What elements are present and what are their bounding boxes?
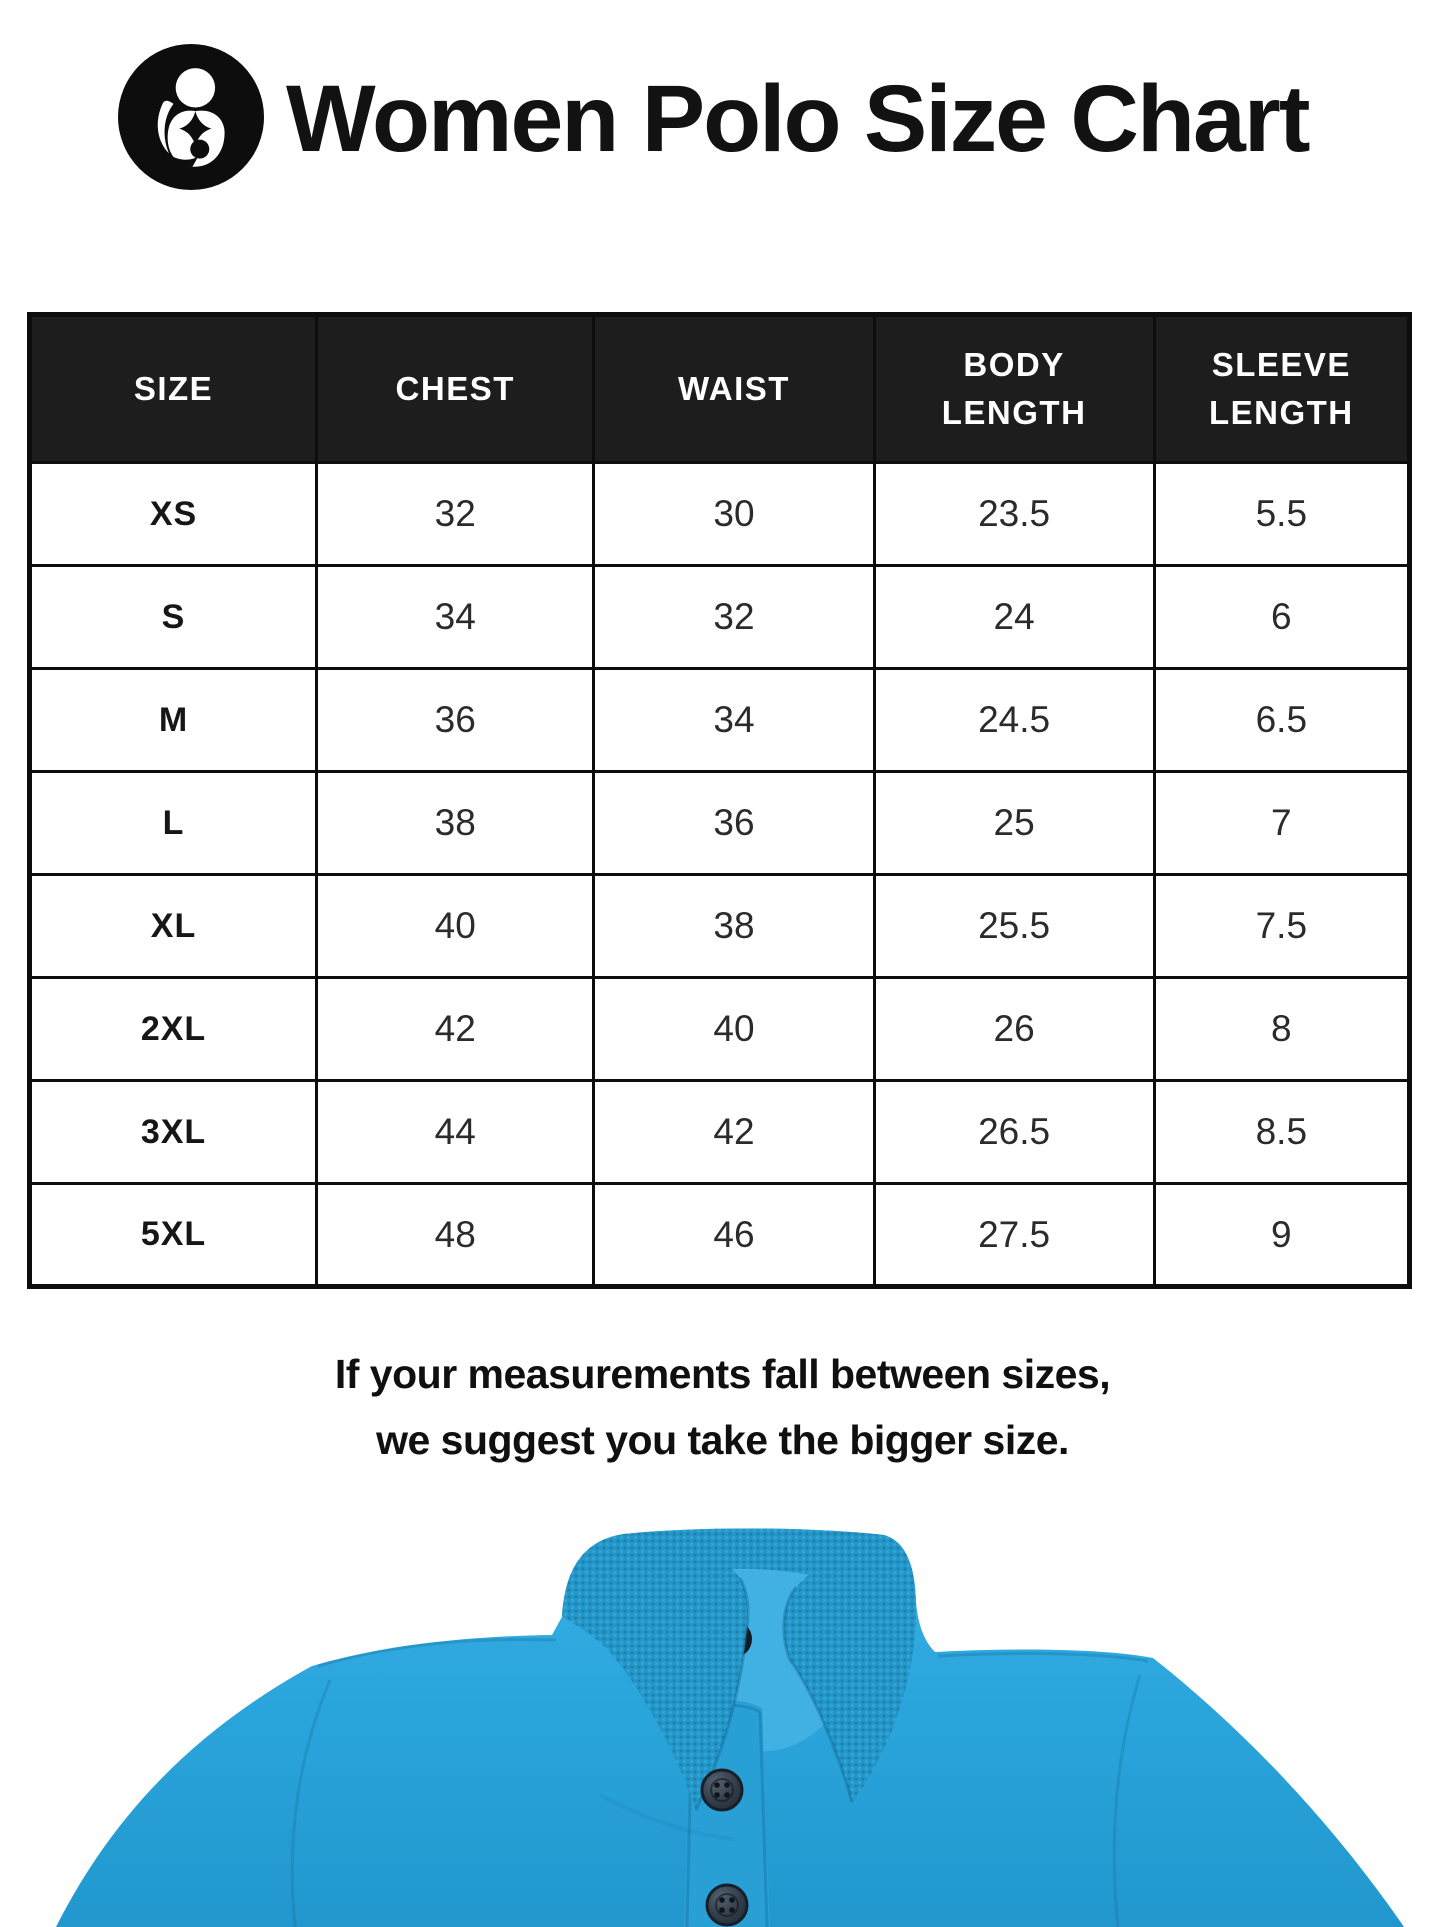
body-length-cell: 24.5 bbox=[874, 669, 1154, 772]
body-length-cell: 24 bbox=[874, 566, 1154, 669]
table-row-m bbox=[30, 669, 1410, 772]
column-header-size: SIZE bbox=[30, 315, 317, 463]
polo-shirt-image bbox=[0, 1490, 1445, 1927]
brand-logo-icon bbox=[118, 44, 264, 190]
sleeve-length-cell: 6.5 bbox=[1154, 669, 1409, 772]
sleeve-length-cell: 7 bbox=[1154, 772, 1409, 875]
size-cell: L bbox=[30, 772, 317, 875]
note-line-2: we suggest you take the bigger size. bbox=[376, 1416, 1069, 1463]
table-row-xs bbox=[30, 463, 1410, 566]
column-header-chest: CHEST bbox=[317, 315, 594, 463]
logo-head bbox=[176, 68, 215, 107]
chest-cell: 34 bbox=[317, 566, 594, 669]
waist-cell: 42 bbox=[594, 1081, 874, 1184]
chest-cell: 36 bbox=[317, 669, 594, 772]
note-line-1: If your measurements fall between sizes, bbox=[334, 1351, 1111, 1397]
table-row-l bbox=[30, 772, 1410, 875]
waist-cell: 32 bbox=[594, 566, 874, 669]
chest-cell: 32 bbox=[317, 463, 594, 566]
body-length-cell: 25 bbox=[874, 772, 1154, 875]
chest-cell: 48 bbox=[317, 1184, 594, 1287]
bottom-button-icon bbox=[707, 1885, 747, 1925]
table-row-xl bbox=[30, 875, 1410, 978]
size-cell: XS bbox=[30, 463, 317, 566]
size-cell: XL bbox=[30, 875, 317, 978]
sleeve-length-cell: 8.5 bbox=[1154, 1081, 1409, 1184]
sleeve-length-cell: 5.5 bbox=[1154, 463, 1409, 566]
size-chart-table bbox=[27, 312, 1412, 1289]
column-header-sleeve-length: SLEEVE LENGTH bbox=[1154, 315, 1409, 463]
waist-cell: 30 bbox=[594, 463, 874, 566]
size-cell: 3XL bbox=[30, 1081, 317, 1184]
column-header-body-length: BODY LENGTH bbox=[874, 315, 1154, 463]
table-row-s bbox=[30, 566, 1410, 669]
logo-dot bbox=[190, 140, 209, 159]
chest-cell: 38 bbox=[317, 772, 594, 875]
body-length-cell: 27.5 bbox=[874, 1184, 1154, 1287]
body-length-cell: 26.5 bbox=[874, 1081, 1154, 1184]
chest-cell: 40 bbox=[317, 875, 594, 978]
waist-cell: 40 bbox=[594, 978, 874, 1081]
body-length-cell: 25.5 bbox=[874, 875, 1154, 978]
body-length-cell: 23.5 bbox=[874, 463, 1154, 566]
waist-cell: 36 bbox=[594, 772, 874, 875]
header-row bbox=[30, 315, 1410, 463]
waist-cell: 46 bbox=[594, 1184, 874, 1287]
sleeve-length-cell: 7.5 bbox=[1154, 875, 1409, 978]
table-row-5xl bbox=[30, 1184, 1410, 1287]
table-row-3xl bbox=[30, 1081, 1410, 1184]
size-cell: 2XL bbox=[30, 978, 317, 1081]
body-length-cell: 26 bbox=[874, 978, 1154, 1081]
waist-cell: 38 bbox=[594, 875, 874, 978]
chest-cell: 42 bbox=[317, 978, 594, 1081]
size-note bbox=[0, 1342, 1445, 1473]
table-row-2xl bbox=[30, 978, 1410, 1081]
sleeve-length-cell: 9 bbox=[1154, 1184, 1409, 1287]
waist-cell: 34 bbox=[594, 669, 874, 772]
top-button-icon bbox=[702, 1770, 742, 1810]
page-title: Women Polo Size Chart bbox=[286, 66, 1309, 172]
column-header-waist: WAIST bbox=[594, 315, 874, 463]
sleeve-length-cell: 8 bbox=[1154, 978, 1409, 1081]
size-cell: S bbox=[30, 566, 317, 669]
size-cell: M bbox=[30, 669, 317, 772]
chest-cell: 44 bbox=[317, 1081, 594, 1184]
sleeve-length-cell: 6 bbox=[1154, 566, 1409, 669]
size-cell: 5XL bbox=[30, 1184, 317, 1287]
